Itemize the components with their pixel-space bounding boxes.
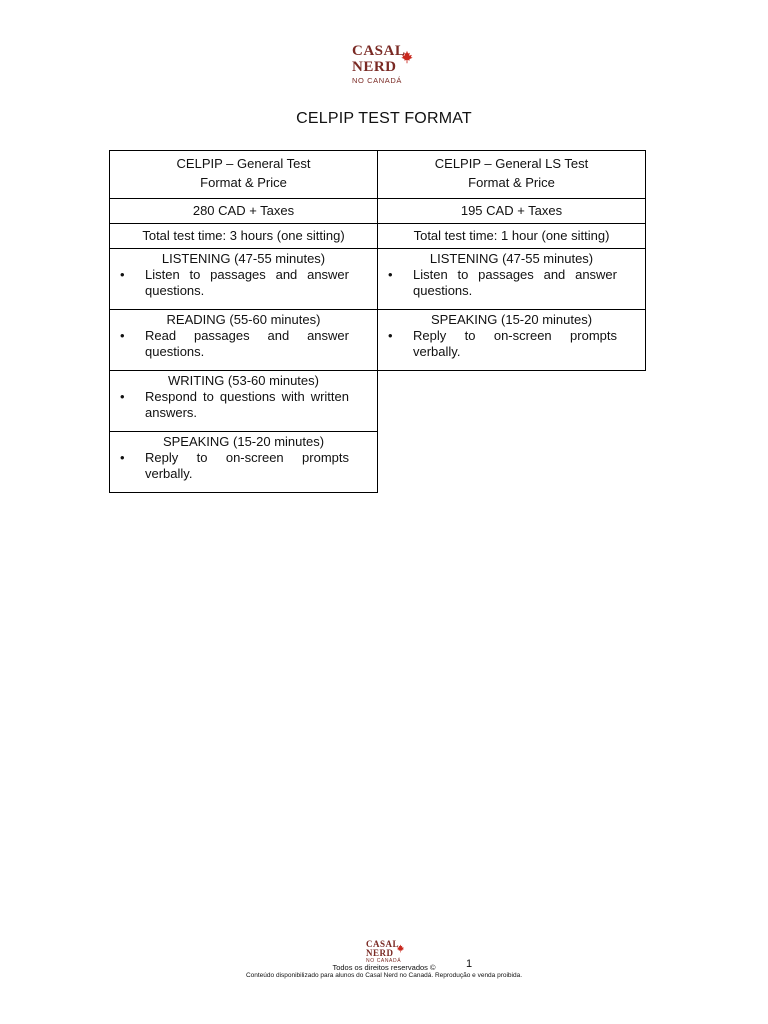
list-item — [378, 267, 645, 299]
ls-listening-cell — [378, 249, 646, 310]
ls-total-time: Total test time: 1 hour (one sitting) — [378, 224, 646, 249]
ls-header-line1: CELPIP – General LS Test — [434, 156, 589, 171]
bullet-text: Reply to on-screen prompts verbally. — [413, 328, 617, 359]
general-total-time: Total test time: 3 hours (one sitting) — [110, 224, 378, 249]
logo-line-casal: CASAL — [352, 43, 406, 59]
bullet-icon: • — [120, 328, 125, 343]
bullet-text: Listen to passages and answer questions. — [413, 267, 617, 298]
bullet-icon: • — [120, 389, 125, 404]
bullet-icon: • — [388, 328, 393, 343]
logo-line-no-canada: NO CANADÁ — [352, 76, 402, 85]
ls-speaking-cell — [378, 310, 646, 371]
section-title: WRITING (53-60 minutes) — [168, 373, 319, 388]
footer-disclaimer: Conteúdo disponibilizado para alunos do Casal Nerd no Canadá. Reprodução e venda proibida. — [245, 972, 523, 979]
section-title: SPEAKING (15-20 minutes) — [430, 312, 593, 327]
list-item — [378, 328, 645, 360]
general-writing-cell — [110, 371, 378, 432]
bullet-icon: • — [120, 267, 125, 282]
logo-line-nerd: NERD — [352, 59, 397, 75]
maple-leaf-icon — [400, 50, 414, 64]
general-header-line1: CELPIP – General Test — [176, 156, 311, 171]
general-price: 280 CAD + Taxes — [110, 199, 378, 224]
ls-price: 195 CAD + Taxes — [378, 199, 646, 224]
logo-line-nerd: NERD — [366, 948, 394, 958]
logo-footer — [366, 940, 401, 964]
maple-leaf-icon — [396, 944, 405, 953]
rights-text: Todos os direitos reservados © — [332, 963, 436, 972]
page-title: CELPIP TEST FORMAT — [296, 110, 472, 127]
bullet-text: Reply to on-screen prompts verbally. — [145, 450, 349, 481]
section-title: LISTENING (47-55 minutes) — [429, 251, 594, 266]
empty-cell — [378, 432, 646, 493]
celpip-format-table — [109, 150, 646, 493]
section-title: READING (55-60 minutes) — [166, 312, 321, 327]
general-reading-cell — [110, 310, 378, 371]
list-item — [110, 389, 377, 421]
bullet-text: Listen to passages and answer questions. — [145, 267, 349, 298]
logo-line-casal: CASAL — [366, 939, 400, 949]
general-listening-cell — [110, 249, 378, 310]
page-number: 1 — [466, 958, 473, 970]
bullet-text: Read passages and answer questions. — [145, 328, 349, 359]
logo-line-no-canada: NO CANADÁ — [366, 958, 402, 964]
ls-header-line2: Format & Price — [468, 175, 555, 190]
empty-cell — [378, 371, 646, 432]
section-title: LISTENING (47-55 minutes) — [161, 251, 326, 266]
list-item — [110, 450, 377, 482]
list-item — [110, 328, 377, 360]
bullet-icon: • — [388, 267, 393, 282]
list-item — [110, 267, 377, 299]
general-speaking-cell — [110, 432, 378, 493]
ls-test-header — [378, 151, 646, 199]
section-title: SPEAKING (15-20 minutes) — [162, 434, 325, 449]
general-test-header — [110, 151, 378, 199]
bullet-icon: • — [120, 450, 125, 465]
general-header-line2: Format & Price — [200, 175, 287, 190]
logo-top — [352, 44, 405, 85]
bullet-text: Respond to questions with written answers. — [145, 389, 349, 420]
